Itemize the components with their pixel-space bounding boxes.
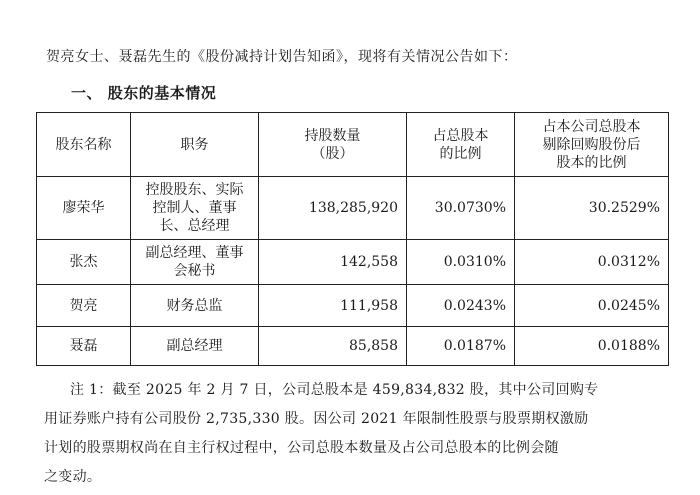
cell-ratio: 30.0730%	[407, 177, 515, 240]
table-header-row	[37, 113, 669, 177]
header-shares: 持股数量 （股）	[259, 113, 407, 177]
footnote	[44, 376, 664, 492]
cell-position: 财务总监	[131, 285, 259, 327]
cell-adjusted-ratio: 0.0245%	[515, 285, 669, 327]
cell-shares: 111,958	[259, 285, 407, 327]
header-adjusted-ratio: 占本公司总股本 剔除回购股份后 股本的比例	[515, 113, 669, 177]
cell-ratio: 0.0243%	[407, 285, 515, 327]
cell-adjusted-ratio: 30.2529%	[515, 177, 669, 240]
footnote-line: 用证券账户持有公司股份 2,735,330 股。因公司 2021 年限制性股票与股票期权激励	[44, 411, 589, 427]
cell-position: 控股股东、实际控制人、董事长、总经理	[131, 177, 259, 240]
cell-shares: 142,558	[259, 240, 407, 285]
cell-name: 廖荣华	[37, 177, 131, 240]
header-name: 股东名称	[37, 113, 131, 177]
section-title: 一、 股东的基本情况	[71, 84, 217, 102]
cell-shares: 138,285,920	[259, 177, 407, 240]
header-ratio: 占总股本 的比例	[407, 113, 515, 177]
cell-adjusted-ratio: 0.0312%	[515, 240, 669, 285]
cell-adjusted-ratio: 0.0188%	[515, 327, 669, 366]
table-row	[37, 327, 669, 366]
table-row	[37, 240, 669, 285]
cell-name: 聂磊	[37, 327, 131, 366]
footnote-line: 之变动。	[44, 469, 102, 485]
cell-name: 张杰	[37, 240, 131, 285]
intro-paragraph: 贺亮女士、聂磊先生的《股份减持计划告知函》，现将有关情况公告如下：	[46, 49, 518, 65]
cell-name: 贺亮	[37, 285, 131, 327]
cell-ratio: 0.0187%	[407, 327, 515, 366]
footnote-line: 计划的股票期权尚在自主行权过程中，公司总股本数量及占公司总股本的比例会随	[44, 440, 559, 456]
cell-ratio: 0.0310%	[407, 240, 515, 285]
cell-position: 副总经理、董事会秘书	[131, 240, 259, 285]
table-row	[37, 285, 669, 327]
shareholder-table	[36, 112, 669, 366]
cell-shares: 85,858	[259, 327, 407, 366]
footnote-line: 注 1：截至 2025 年 2 月 7 日，公司总股本是 459,834,832 股，其中公司回购专	[70, 382, 599, 398]
header-position: 职务	[131, 113, 259, 177]
table-row	[37, 177, 669, 240]
cell-position: 副总经理	[131, 327, 259, 366]
